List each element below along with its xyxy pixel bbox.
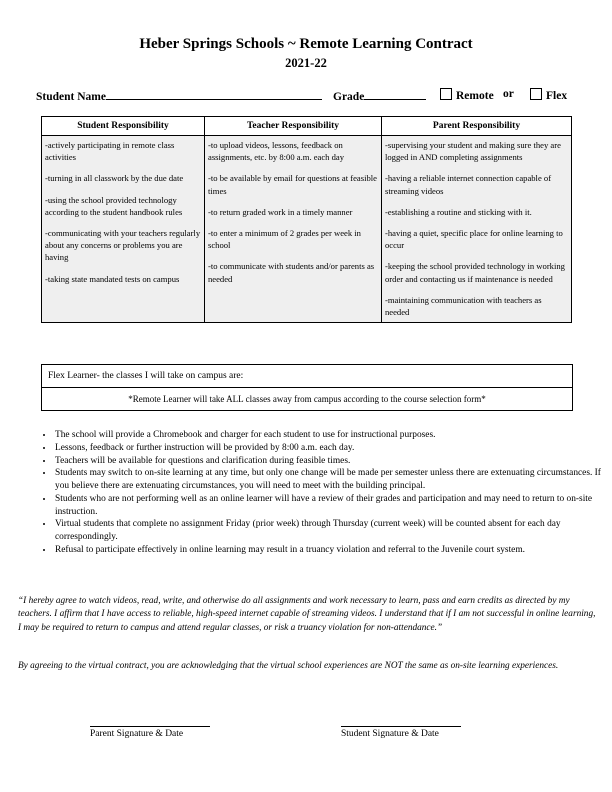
- parent-signature-line[interactable]: [90, 716, 210, 727]
- student-signature-label: Student Signature & Date: [341, 729, 439, 739]
- responsibility-table: [41, 116, 572, 323]
- document-title: Heber Springs Schools ~ Remote Learning Contract: [139, 36, 473, 52]
- grade-label: Grade: [333, 91, 365, 103]
- student-name-field[interactable]: [36, 88, 322, 103]
- flex-checkbox[interactable]: [530, 88, 542, 100]
- list-item: • Students who are not performing well as an online learner will have a review of their grades and participation and may need to return to on-site instruction.: [54, 493, 612, 519]
- student-info-line: [36, 88, 576, 104]
- flex-learner-field[interactable]: Flex Learner- the classes I will take on campus are:: [42, 365, 573, 388]
- student-name-label: Student Name: [36, 91, 106, 103]
- student-responsibilities: [42, 136, 205, 323]
- list-item: • Lessons, feedback or further instruction will be provided by 8:00 a.m. each day.: [54, 442, 612, 455]
- remote-option[interactable]: [440, 88, 494, 102]
- parent-responsibilities: [382, 136, 572, 323]
- student-name-blank[interactable]: [106, 88, 322, 100]
- list-item: -to be available by email for questions at feasible times: [208, 173, 377, 196]
- remote-learner-note: *Remote Learner will take ALL classes away from campus according to the course selection form*: [42, 388, 573, 411]
- list-item: • Students may switch to on-site learning at any time, but only one change will be made per semester unless there are extenuating circumstances. If you believe there are extenuating circumstances, you will need to meet with the building principal.: [54, 467, 612, 493]
- school-year: 2021-22: [285, 56, 327, 70]
- list-item: -turning in all classwork by the due date: [45, 173, 184, 184]
- list-item: • Virtual students that complete no assignment Friday (prior week) through Thursday (current week) will be counted absent for each day correspondingly.: [54, 518, 612, 544]
- or-label: or: [503, 88, 514, 100]
- list-item: -having a quiet, specific place for online learning to occur: [385, 228, 563, 251]
- teacher-responsibility-header: Teacher Responsibility: [205, 117, 382, 136]
- remote-checkbox[interactable]: [440, 88, 452, 100]
- parent-signature-block: [90, 716, 220, 739]
- list-item: -establishing a routine and sticking with it.: [385, 206, 532, 217]
- grade-field[interactable]: [333, 88, 426, 103]
- list-item: -using the school provided technology according to the student handbook rules: [45, 194, 183, 217]
- policy-list: [36, 429, 612, 557]
- student-signature-line[interactable]: [341, 716, 461, 727]
- list-item: -maintaining communication with teachers as needed: [385, 294, 542, 318]
- list-item: • Refusal to participate effectively in online learning may result in a truancy violation and referral to the Juvenile court system.: [54, 544, 612, 557]
- list-item: -to return graded work in a timely manner: [208, 206, 353, 217]
- list-item: -keeping the school provided technology in working order and contacting us if maintenance is needed: [385, 261, 565, 284]
- agreement-statement: By agreeing to the virtual contract, you are acknowledging that the virtual school experiences are NOT the same as on-site learning experiences.: [18, 661, 559, 671]
- list-item: -to enter a minimum of 2 grades per week in school: [208, 228, 361, 251]
- remote-label: Remote: [456, 90, 494, 102]
- student-signature-block: [341, 716, 471, 739]
- list-item: -supervising your student and making sure they are logged in AND completing assignments: [385, 140, 561, 163]
- list-item: -actively participating in remote class activities: [45, 140, 175, 163]
- grade-blank[interactable]: [364, 88, 426, 100]
- list-item: -having a reliable internet connection capable of streaming videos: [385, 173, 552, 196]
- list-item: -taking state mandated tests on campus: [45, 273, 180, 284]
- list-item: -to upload videos, lessons, feedback on assignments, etc. by 8:00 a.m. each day: [208, 140, 345, 163]
- parent-responsibility-header: Parent Responsibility: [382, 117, 572, 136]
- responsibility-body-row: [42, 136, 572, 323]
- list-item: • The school will provide a Chromebook and charger for each student to use for instructional purposes.: [54, 429, 612, 442]
- list-item: -communicating with your teachers regularly about any concerns or problems you are having: [45, 228, 201, 263]
- list-item: • Teachers will be available for questions and clarification during feasible times.: [54, 455, 612, 468]
- parent-signature-label: Parent Signature & Date: [90, 729, 184, 739]
- responsibility-header-row: [42, 117, 572, 136]
- list-item: -to communicate with students and/or parents as needed: [208, 261, 375, 284]
- student-responsibility-header: Student Responsibility: [42, 117, 205, 136]
- flex-option[interactable]: [530, 88, 567, 102]
- flex-label: Flex: [546, 90, 568, 102]
- student-pledge: “I hereby agree to watch videos, read, write, and otherwise do all assignments and work necessary to learn, pass and earn credits as directed by my teachers. I affirm that I have access to reliable, high-speed internet capable of streaming videos. I understand that if I am not successful in online learning, I may be required to return to campus and attend regular classes, or risk a truancy violation for non-attendance.”: [18, 596, 596, 633]
- teacher-responsibilities: [205, 136, 382, 323]
- flex-learner-table: [41, 364, 573, 411]
